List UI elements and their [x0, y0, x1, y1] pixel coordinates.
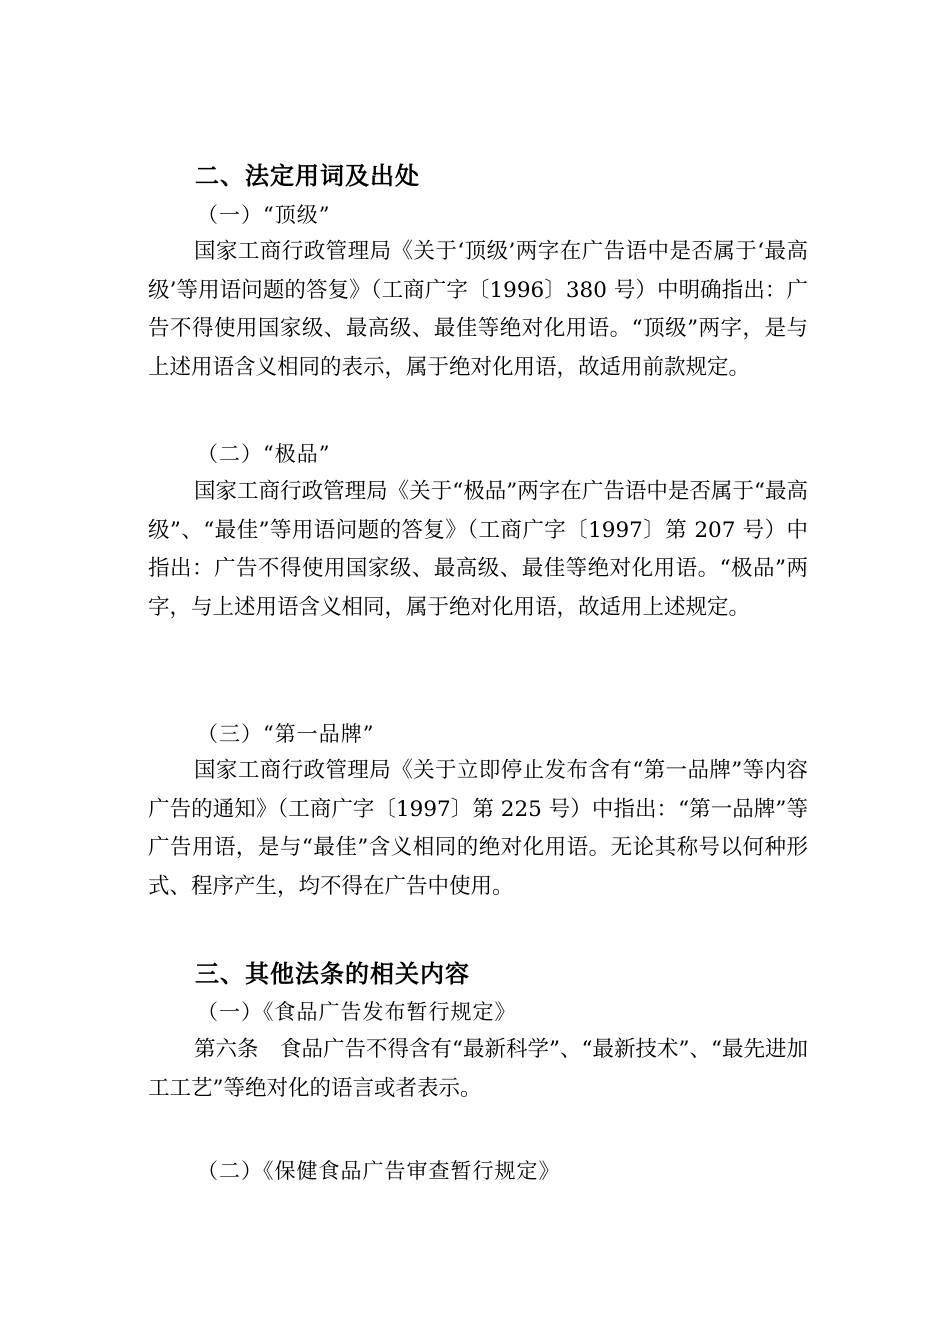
section-2-item-3-heading: （三）“第一品牌” [197, 722, 375, 746]
section-3-title: 三、其他法条的相关内容 [195, 960, 470, 988]
section-2-item-1-text [148, 233, 808, 387]
section-2-item-1-heading: （一）“顶级” [197, 203, 331, 227]
section-2-item-3-text [148, 752, 808, 906]
section-2-item-2-text [148, 473, 808, 627]
paragraph: 国家工商行政管理局《关于‘顶级’两字在广告语中是否属于‘最高级’等用语问题的答复》（工商广字〔1996〕380 号）中明确指出：广告不得使用国家级、最高级、最佳等绝对化用语。“顶级”两字，是与上述用语含义相同的表示，属于绝对化用语，故适用前款规定。 [148, 239, 808, 380]
section-3-item-1-heading: （一）《食品广告发布暂行规定》 [197, 1000, 517, 1024]
section-3-item-2-heading: （二）《保健食品广告审查暂行规定》 [197, 1159, 561, 1183]
section-2-item-2-heading: （二）“极品” [197, 442, 331, 466]
section-3-item-1-text [148, 1031, 808, 1108]
paragraph: 第六条 食品广告不得含有“最新科学”、“最新技术”、“最先进加工工艺”等绝对化的语言或者表示。 [148, 1037, 808, 1101]
section-2-title: 二、法定用词及出处 [195, 162, 420, 190]
paragraph: 国家工商行政管理局《关于“极品”两字在广告语中是否属于“最高级”、“最佳”等用语问题的答复》（工商广字〔1997〕第 207 号）中指出：广告不得使用国家级、最高级、最佳等绝对化用语。“极品”两字，与上述用语含义相同，属于绝对化用语，故适用上述规定。 [148, 479, 808, 620]
paragraph: 国家工商行政管理局《关于立即停止发布含有“第一品牌”等内容广告的通知》（工商广字〔1997〕第 225 号）中指出：“第一品牌”等广告用语，是与“最佳”含义相同的绝对化用语。无论其称号以何种形式、程序产生，均不得在广告中使用。 [148, 758, 808, 899]
